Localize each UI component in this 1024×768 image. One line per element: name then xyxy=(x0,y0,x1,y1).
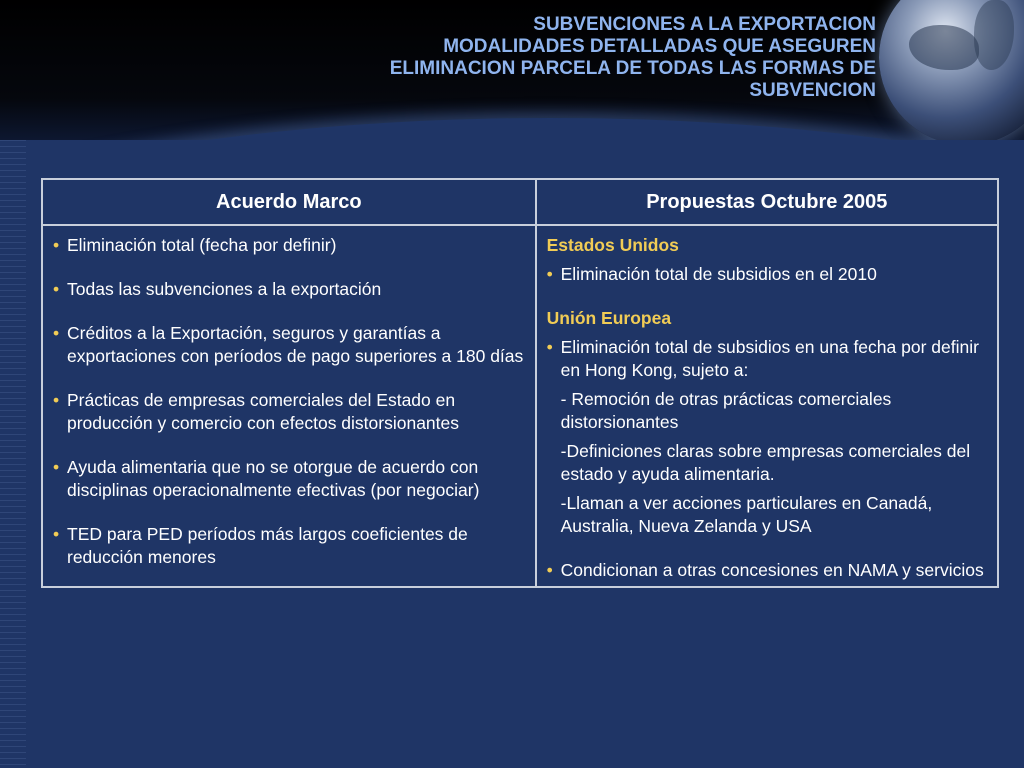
sub-list-item: - Remoción de otras prácticas comerciales distorsionantes xyxy=(560,389,892,432)
title-line-1: SUBVENCIONES A LA EXPORTACION xyxy=(533,14,876,35)
title-line-4: SUBVENCION xyxy=(749,80,876,101)
acuerdo-marco-cell xyxy=(42,225,536,587)
list-item xyxy=(53,456,525,502)
sub-list-item: -Definiciones claras sobre empresas comerciales del estado y ayuda alimentaria. xyxy=(560,441,971,484)
title-line-3: ELIMINACION PARCELA DE TODAS LAS FORMAS DE xyxy=(389,58,876,79)
bullet-icon: • xyxy=(53,323,60,343)
table-header-row xyxy=(42,179,998,225)
list-item xyxy=(547,336,987,382)
list-item-text: Prácticas de empresas comerciales del Estado en producción y comercio con efectos distorsionantes xyxy=(67,390,460,433)
list-item xyxy=(53,278,525,301)
list-item xyxy=(547,559,987,582)
bullet-icon: • xyxy=(53,235,60,255)
propuestas-cell xyxy=(536,225,998,587)
bullet-icon: • xyxy=(546,264,553,284)
list-item-text: Créditos a la Exportación, seguros y garantías a exportaciones con períodos de pago superiores a 180 días xyxy=(67,323,524,366)
list-item xyxy=(53,234,525,257)
slide-title xyxy=(256,14,876,102)
table-body-row xyxy=(42,225,998,587)
list-item-text: Todas las subvenciones a la exportación xyxy=(67,279,382,299)
list-item xyxy=(53,523,525,569)
header-acuerdo-marco: Acuerdo Marco xyxy=(42,179,536,225)
comparison-table xyxy=(41,178,999,588)
eu-label: Unión Europea xyxy=(546,308,672,328)
list-item-text: TED para PED períodos más largos coeficientes de reducción menores xyxy=(67,524,468,567)
header-propuestas: Propuestas Octubre 2005 xyxy=(536,179,998,225)
title-line-2: MODALIDADES DETALLADAS QUE ASEGUREN xyxy=(443,36,876,57)
list-item xyxy=(53,389,525,435)
bullet-icon: • xyxy=(546,337,553,357)
bullet-icon: • xyxy=(53,279,60,299)
bullet-icon: • xyxy=(53,390,60,410)
list-item-text: Eliminación total de subsidios en una fecha por definir en Hong Kong, sujeto a: xyxy=(560,337,979,380)
list-item-text: Eliminación total (fecha por definir) xyxy=(67,235,337,255)
list-item-text: Eliminación total de subsidios en el 2010 xyxy=(560,264,877,284)
list-item xyxy=(547,263,987,286)
header-arc xyxy=(0,118,1024,140)
decorative-stripes xyxy=(0,140,26,768)
list-item-text: Ayuda alimentaria que no se otorgue de acuerdo con disciplinas operacionalmente efectivas (por negociar) xyxy=(67,457,480,500)
us-label: Estados Unidos xyxy=(546,235,679,255)
bullet-icon: • xyxy=(546,560,553,580)
list-item-text: Condicionan a otras concesiones en NAMA y servicios xyxy=(560,560,984,580)
globe-image xyxy=(879,0,1024,140)
sub-list-item: -Llaman a ver acciones particulares en Canadá, Australia, Nueva Zelanda y USA xyxy=(560,493,933,536)
bullet-icon: • xyxy=(53,457,60,477)
bullet-icon: • xyxy=(53,524,60,544)
list-item xyxy=(53,322,525,368)
